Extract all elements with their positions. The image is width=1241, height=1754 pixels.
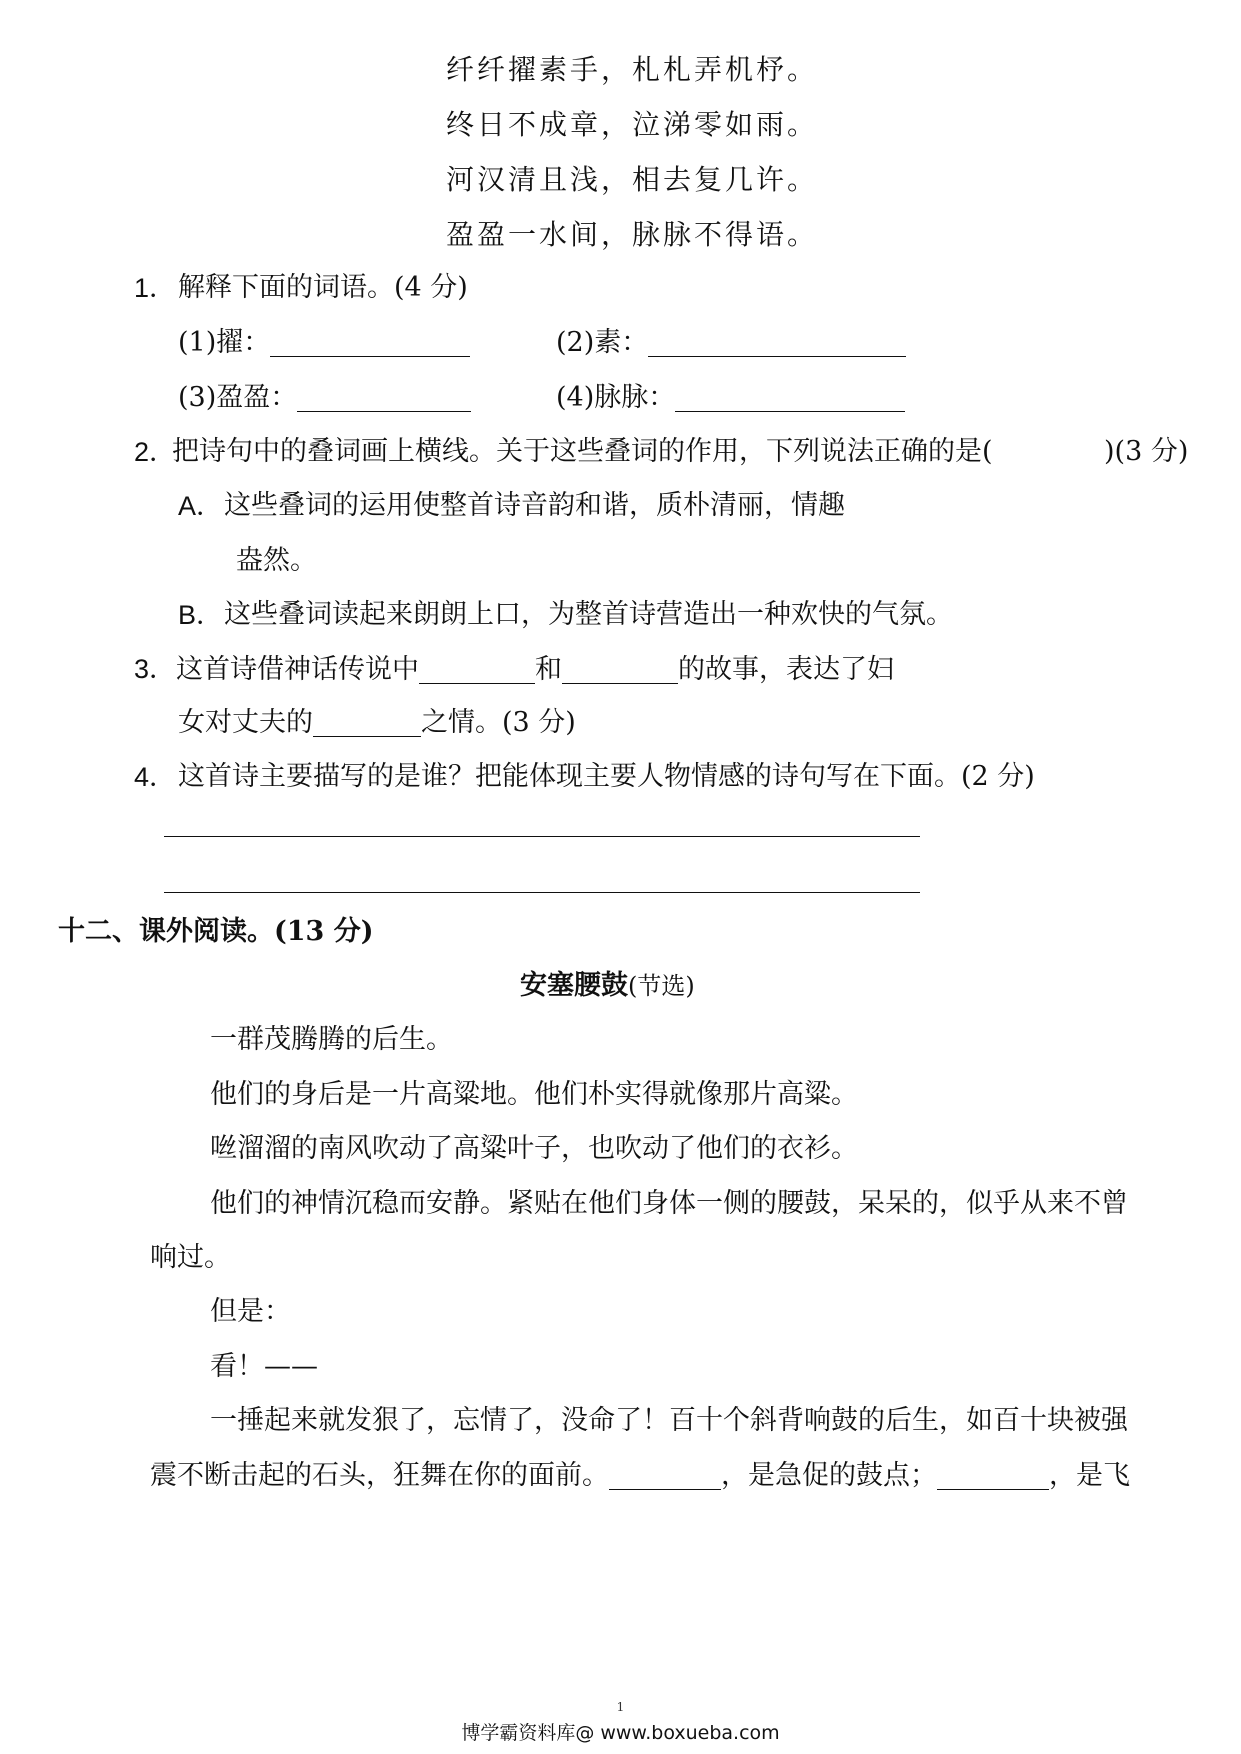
q2-option-b-label: B． [178,600,224,630]
passage-blank-1[interactable] [609,1459,721,1490]
q4-text: 这首诗主要描写的是谁？把能体现主要人物情感的诗句写在下面。(2 分) [178,761,1035,792]
q1-item-1-label: (1)擢： [178,327,271,358]
q3-blank-1[interactable] [419,653,535,684]
q1-item-4-label: (4)脉脉： [556,382,676,413]
q1-item-2 [556,325,906,361]
q2-text: 把诗句中的叠词画上横线。关于这些叠词的作用，下列说法正确的是( [172,436,993,467]
passage-title [520,968,695,1004]
passage-last-a: 震不断击起的石头，狂舞在你的面前。 [150,1460,609,1491]
q4-answer-line-1[interactable] [164,836,920,837]
q1-item-4-blank[interactable] [675,381,905,412]
passage-blank-2[interactable] [937,1459,1049,1490]
passage-paragraph-4-cont: 响过。 [150,1242,231,1273]
q2-option-b: 这些叠词读起来朗朗上口，为整首诗营造出一种欢快的气氛。 [224,599,953,630]
section12-heading: 十二、课外阅读。(13 分) [58,916,374,947]
q3-line2-a: 女对丈夫的 [178,707,313,738]
q2-text-end: )(3 分) [1104,436,1189,467]
q3-blank-3[interactable] [313,706,421,737]
poem-line-3: 河汉清且浅，相去复几许。 [446,163,819,196]
q3-part-1: 这首诗借神话传说中 [176,654,420,685]
q3-line-2 [178,705,576,741]
q4-number: 4． [134,762,177,792]
q1-item-1 [178,325,470,361]
q2-option-a-line1: 这些叠词的运用使整首诗音韵和谐，质朴清丽，情趣 [224,490,845,521]
q3-line2-b: 之情。(3 分) [421,707,576,738]
poem-line-4: 盈盈一水间，脉脉不得语。 [446,218,819,251]
q3-line-1 [134,651,894,688]
passage-paragraph-4: 他们的神情沉稳而安静。紧贴在他们身体一侧的腰鼓，呆呆的，似乎从来不曾 [210,1188,1128,1219]
q1-text: 解释下面的词语。(4 分) [178,272,468,303]
q1-item-4 [556,380,905,416]
q1-item-3 [178,380,471,416]
q3-part-3: 的故事，表达了妇 [678,654,895,685]
q3-part-2: 和 [535,654,563,685]
poem-line-1: 纤纤擢素手，札札弄机杼。 [446,53,819,86]
passage-paragraph-5: 但是： [210,1296,291,1327]
q2-number: 2． [134,437,177,467]
q4-answer-line-2[interactable] [164,892,920,893]
poem-line-2: 终日不成章，泣涕零如雨。 [446,108,819,141]
q3-number: 3． [134,654,177,684]
passage-paragraph-7: 一捶起来就发狠了，忘情了，没命了！百十个斜背响鼓的后生，如百十块被强 [210,1405,1128,1436]
passage-title-main: 安塞腰鼓 [520,970,628,1001]
q1-item-3-blank[interactable] [297,381,471,412]
q3-blank-2[interactable] [562,653,678,684]
q1-item-3-label: (3)盈盈： [178,382,298,413]
q1-item-1-blank[interactable] [270,326,470,357]
q2-option-a-label: A． [178,491,224,521]
passage-title-note: (节选) [628,972,695,1000]
passage-paragraph-3: 咝溜溜的南风吹动了高粱叶子，也吹动了他们的衣衫。 [210,1133,858,1164]
footer-watermark: 博学霸资料库@ www.boxueba.com [461,1722,780,1744]
q1-item-2-label: (2)素： [556,327,649,358]
passage-paragraph-6: 看！—— [210,1351,318,1382]
passage-last-c: ，是飞 [1049,1460,1130,1491]
q1-number: 1． [134,273,177,303]
passage-paragraph-7-cont [150,1458,1130,1494]
page-number: 1 [616,1700,625,1714]
passage-paragraph-1: 一群茂腾腾的后生。 [210,1024,453,1055]
q1-item-2-blank[interactable] [648,326,906,357]
passage-paragraph-2: 他们的身后是一片高粱地。他们朴实得就像那片高粱。 [210,1079,858,1110]
passage-last-b: ，是急促的鼓点； [721,1460,937,1491]
q2-option-a-line2: 盎然。 [236,545,317,576]
